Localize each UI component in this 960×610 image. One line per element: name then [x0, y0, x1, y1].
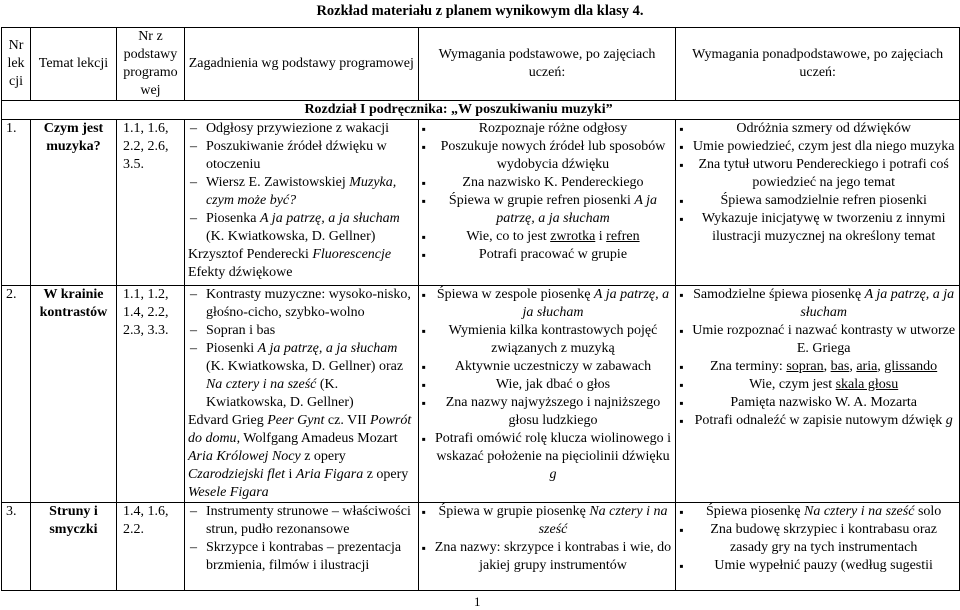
curriculum-table: [1, 27, 960, 591]
program-reference: 1.1, 1.6, 2.2, 2.6, 3.5.: [116, 120, 184, 286]
list-item: – Kontrasty muzyczne: wysoko-nisko, głośno-cicho, szybko-wolno: [188, 286, 415, 322]
program-reference: 1.4, 1.6, 2.2.: [116, 503, 184, 591]
header-temat: Temat lekcji: [30, 28, 116, 101]
list-item: ▪ Potrafi omówić rolę klucza wiolinowego i wskazać położenie na pięciolinii dźwięku g: [422, 430, 673, 484]
list-item: ▪ Wie, co to jest zwrotka i refren: [422, 228, 673, 246]
list-item: – Piosenka A ja patrzę, a ja słucham (K. Kwiatkowska, D. Gellner): [188, 210, 415, 246]
list-item: – Wiersz E. Zawistowskiej Muzyka, czym może być?: [188, 174, 415, 210]
lesson-number: 2.: [2, 286, 31, 503]
list-item: ▪ Umie powiedzieć, czym jest dla niego muzyka: [679, 138, 956, 156]
list-item: ▪ Umie rozpoznać i nazwać kontrasty w utworze E. Griega: [679, 322, 956, 358]
list-item: ▪ Wykazuje inicjatywę w tworzeniu z innymi ilustracji muzycznej na określony temat: [679, 210, 956, 246]
wymagania-podstawowe-cell: [418, 503, 676, 591]
table-row: [2, 120, 960, 286]
header-nr-lekcji: Nr lek cji: [2, 28, 31, 101]
list-item: – Piosenki A ja patrzę, a ja słucham (K. Kwiatkowska, D. Gellner) oraz Na cztery i na sześć (K. Kwiatkowska, D. Gellner): [188, 340, 415, 412]
list-item: ▪ Śpiewa w zespole piosenkę A ja patrzę, a ja słucham: [422, 286, 673, 322]
list-item: ▪ Śpiewa w grupie piosenkę Na cztery i na sześć: [422, 503, 673, 539]
table-row: [2, 503, 960, 591]
list-item: ▪ Poszukuje nowych źródeł lub sposobów wydobycia dźwięku: [422, 138, 673, 174]
table-row: [2, 286, 960, 503]
list-item: – Poszukiwanie źródeł dźwięku w otoczeniu: [188, 138, 415, 174]
list-item: – Skrzypce i kontrabas – prezentacja brzmienia, filmów i ilustracji: [188, 539, 415, 575]
list-item: ▪ Pamięta nazwisko W. A. Mozarta: [679, 394, 956, 412]
list-item: ▪ Aktywnie uczestniczy w zabawach: [422, 358, 673, 376]
list-item: ▪ Wie, jak dbać o głos: [422, 376, 673, 394]
list-item: ▪ Śpiewa piosenkę Na cztery i na sześć solo: [679, 503, 956, 521]
list-item: ▪ Rozpoznaje różne odgłosy: [422, 120, 673, 138]
lesson-number: 1.: [2, 120, 31, 286]
list-item: Krzysztof Penderecki Fluorescencje: [187, 247, 392, 262]
list-item: ▪ Umie wypełnić pauzy (według sugestii: [679, 557, 956, 575]
zagadnienia-cell: [184, 503, 418, 591]
document-title: Rozkład materiału z planem wynikowym dla klasy 4.: [316, 3, 644, 19]
list-item: ▪ Odróżnia szmery od dźwięków: [679, 120, 956, 138]
page-number: 1: [474, 594, 481, 609]
wymagania-ponadpodstawowe-cell: [676, 120, 960, 286]
zagadnienia-cell: [184, 286, 418, 503]
list-item: ▪ Śpiewa samodzielnie refren piosenki: [679, 192, 956, 210]
lesson-number: 3.: [2, 503, 31, 591]
list-item: ▪ Zna budowę skrzypiec i kontrabasu oraz zasady gry na tych instrumentach: [679, 521, 956, 557]
list-item: ▪ Potrafi pracować w grupie: [422, 246, 673, 264]
list-item: ▪ Wie, czym jest skala głosu: [679, 376, 956, 394]
list-item: ▪ Zna nazwisko K. Pendereckiego: [422, 174, 673, 192]
wymagania-ponadpodstawowe-cell: [676, 286, 960, 503]
header-zagadnienia: Zagadnienia wg podstawy programowej: [184, 28, 418, 101]
header-nr-programu: Nr z podstawy programo wej: [116, 28, 184, 101]
list-item: ▪ Zna terminy: sopran, bas, aria, glissando: [679, 358, 956, 376]
list-item: ▪ Wymienia kilka kontrastowych pojęć związanych z muzyką: [422, 322, 673, 358]
list-item: – Instrumenty strunowe – właściwości strun, pudło rezonansowe: [188, 503, 415, 539]
lesson-topic: Struny i smyczki: [30, 503, 116, 591]
list-item: – Sopran i bas: [188, 322, 415, 340]
list-item: Efekty dźwiękowe: [187, 265, 293, 280]
section-title: Rozdział I podręcznika: „W poszukiwaniu muzyki”: [184, 101, 959, 120]
lesson-topic: W krainie kontrastów: [30, 286, 116, 503]
lesson-topic: Czym jest muzyka?: [30, 120, 116, 286]
list-item: ▪ Potrafi odnaleźć w zapisie nutowym dźwięk g: [679, 412, 956, 430]
header-wymagania-podstawowe: Wymagania podstawowe, po zajęciach uczeń:: [418, 28, 676, 101]
program-reference: 1.1, 1.2, 1.4, 2.2, 2.3, 3.3.: [116, 286, 184, 503]
list-item: – Odgłosy przywiezione z wakacji: [188, 120, 415, 138]
section-row: [2, 101, 960, 120]
wymagania-podstawowe-cell: [418, 286, 676, 503]
table-header-row: [2, 28, 960, 101]
list-item: ▪ Zna nazwy najwyższego i najniższego głosu ludzkiego: [422, 394, 673, 430]
header-wymagania-ponadpodstawowe: Wymagania ponadpodstawowe, po zajęciach uczeń:: [676, 28, 960, 101]
zagadnienia-cell: [184, 120, 418, 286]
list-item: ▪ Śpiewa w grupie refren piosenki A ja patrzę, a ja słucham: [422, 192, 673, 228]
wymagania-ponadpodstawowe-cell: [676, 503, 960, 591]
list-item: ▪ Zna tytuł utworu Pendereckiego i potrafi coś powiedzieć na jego temat: [679, 156, 956, 192]
list-item: Edvard Grieg Peer Gynt cz. VII Powrót do domu, Wolfgang Amadeus Mozart Aria Królowej Nocy z opery Czarodziejski flet i Aria Figara z opery Wesele Figara: [187, 413, 412, 500]
list-item: ▪ Zna nazwy: skrzypce i kontrabas i wie, do jakiej grupy instrumentów: [422, 539, 673, 575]
wymagania-podstawowe-cell: [418, 120, 676, 286]
list-item: ▪ Samodzielne śpiewa piosenkę A ja patrzę, a ja słucham: [679, 286, 956, 322]
